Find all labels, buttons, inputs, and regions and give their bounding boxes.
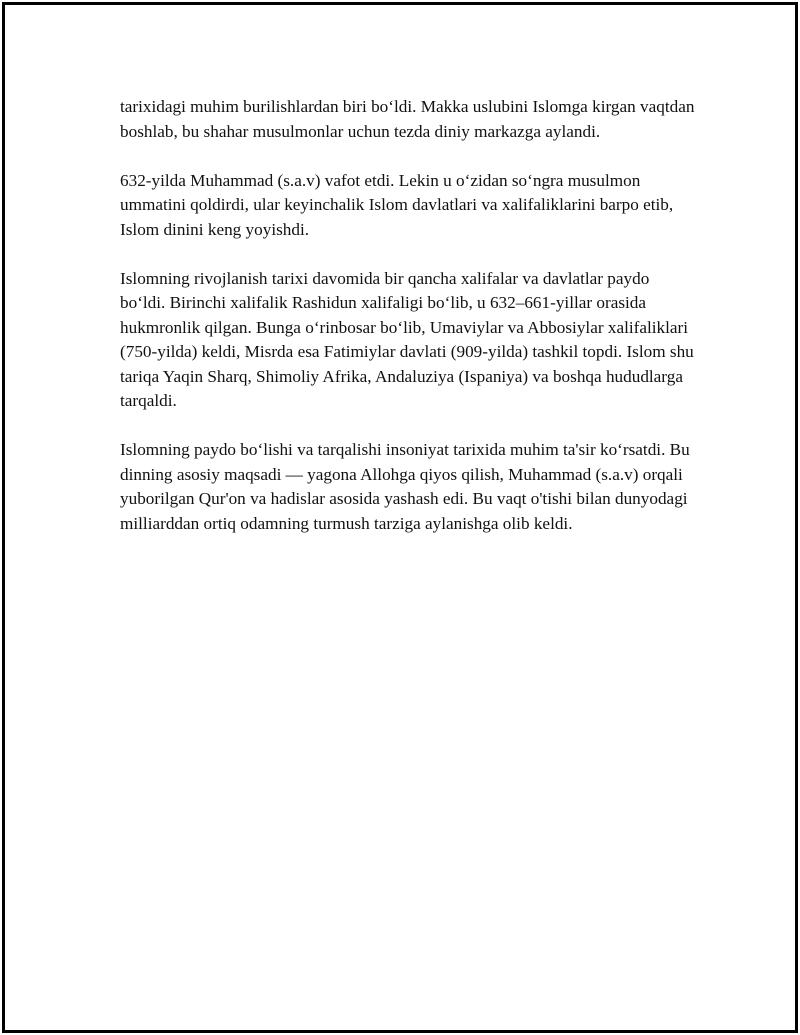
- document-body: [120, 95, 695, 561]
- paragraph-4: Islomning paydo bo‘lishi va tarqalishi insoniyat tarixida muhim ta'sir ko‘rsatdi. Bu dinning asosiy maqsadi — yagona Allohga qiyos qilish, Muhammad (s.a.v) orqali yuborilgan Qur'on va hadislar asosida yashash edi. Bu vaqt o'tishi bilan dunyodagi milliarddan ortiq odamning turmush tarziga aylanishga olib keldi.: [120, 440, 690, 533]
- page-frame: [2, 2, 798, 1033]
- paragraph-2: 632-yilda Muhammad (s.a.v) vafot etdi. Lekin u o‘zidan so‘ngra musulmon ummatini qoldirdi, ular keyinchalik Islom davlatlari va xalifaliklarini barpo etib, Islom dinini keng yoyishdi.: [120, 170, 674, 239]
- paragraph-3: Islomning rivojlanish tarixi davomida bir qancha xalifalar va davlatlar paydo bo‘ldi. Birinchi xalifalik Rashidun xalifaligi bo‘lib, u 632–661-yillar orasida hukmronlik qilgan. Bunga o‘rinbosar bo‘lib, Umaviylar va Abbosiylar xalifaliklari (750-yilda) keldi, Misrda esa Fatimiylar davlati (909-yilda) tashkil topdi. Islom shu tariqa Yaqin Sharq, Shimoliy Afrika, Andaluziya (Ispaniya) va boshqa hududlarga tarqaldi.: [120, 268, 694, 410]
- paragraph-1: tarixidagi muhim burilishlardan biri bo‘ldi. Makka uslubini Islomga kirgan vaqtdan boshlab, bu shahar musulmonlar uchun tezda diniy markazga aylandi.: [120, 97, 695, 141]
